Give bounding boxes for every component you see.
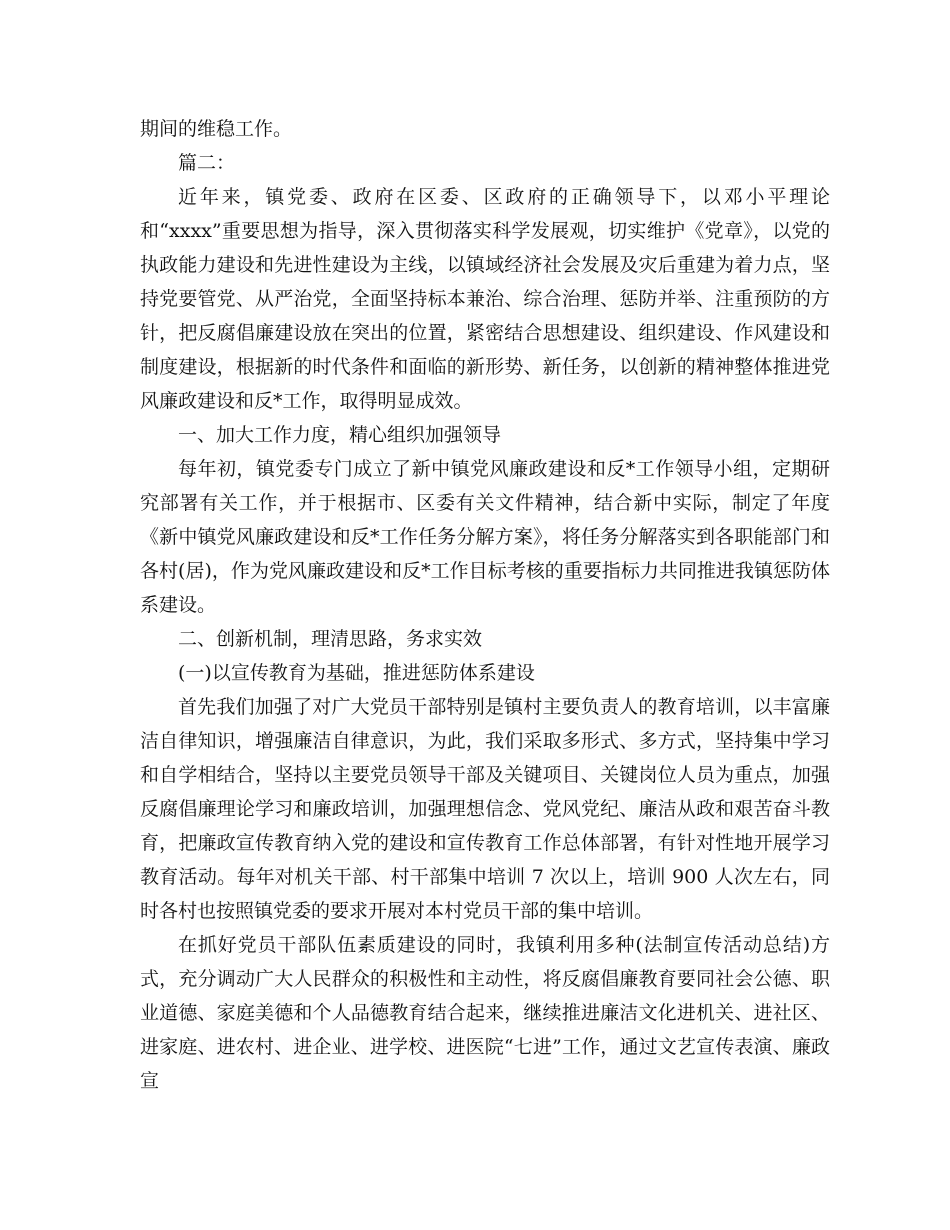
document-body bbox=[140, 112, 830, 1098]
paragraph-continuation: 期间的维稳工作。 bbox=[140, 118, 293, 140]
section-label: 篇二： bbox=[178, 152, 236, 174]
subsection-heading-1: (一)以宣传教育为基础，推进惩防体系建设 bbox=[178, 662, 535, 684]
paragraph-2: 首先我们加强了对广大党员干部特别是镇村主要负责人的教育培训，以丰富廉洁自律知识，增强廉洁自律意识，为此，我们采取多形式、多方式，坚持集中学习和自学相结合，坚持以主要党员领导干部及关键项目、关键岗位人员为重点，加强反腐倡廉理论学习和廉政培训，加强理想信念、党风党纪、廉洁从政和艰苦奋斗教育，把廉政宣传教育纳入党的建设和宣传教育工作总体部署，有针对性地开展学习教育活动。每年对机关干部、村干部集中培训 7 次以上，培训 900 人次左右，同时各村也按照镇党委的要求开展对本村党员干部的集中培训。 bbox=[140, 696, 830, 922]
section-heading-2: 二、创新机制，理清思路，务求实效 bbox=[178, 628, 483, 650]
paragraph-1: 每年初，镇党委专门成立了新中镇党风廉政建设和反*工作领导小组，定期研究部署有关工作，并于根据市、区委有关文件精神，结合新中实际，制定了年度《新中镇党风廉政建设和反*工作任务分解方案》，将任务分解落实到各职能部门和各村(居)，作为党风廉政建设和反*工作目标考核的重要指标力共同推进我镇惩防体系建设。 bbox=[140, 458, 830, 616]
paragraph-3: 在抓好党员干部队伍素质建设的同时，我镇利用多种(法制宣传活动总结)方式，充分调动广大人民群众的积极性和主动性，将反腐倡廉教育要同社会公德、职业道德、家庭美德和个人品德教育结合起来，继续推进廉洁文化进机关、进社区、进家庭、进农村、进企业、进学校、进医院“七进”工作，通过文艺宣传表演、廉政宣 bbox=[140, 934, 830, 1092]
section-heading-1: 一、加大工作力度，精心组织加强领导 bbox=[178, 424, 502, 446]
paragraph-intro: 近年来，镇党委、政府在区委、区政府的正确领导下，以邓小平理论和“xxxx”重要思想为指导，深入贯彻落实科学发展观，切实维护《党章》，以党的执政能力建设和先进性建设为主线，以镇域经济社会发展及灾后重建为着力点，坚持党要管党、从严治党，全面坚持标本兼治、综合治理、惩防并举、注重预防的方针，把反腐倡廉建设放在突出的位置，紧密结合思想建设、组织建设、作风建设和制度建设，根据新的时代条件和面临的新形势、新任务，以创新的精神整体推进党风廉政建设和反*工作，取得明显成效。 bbox=[140, 186, 830, 412]
